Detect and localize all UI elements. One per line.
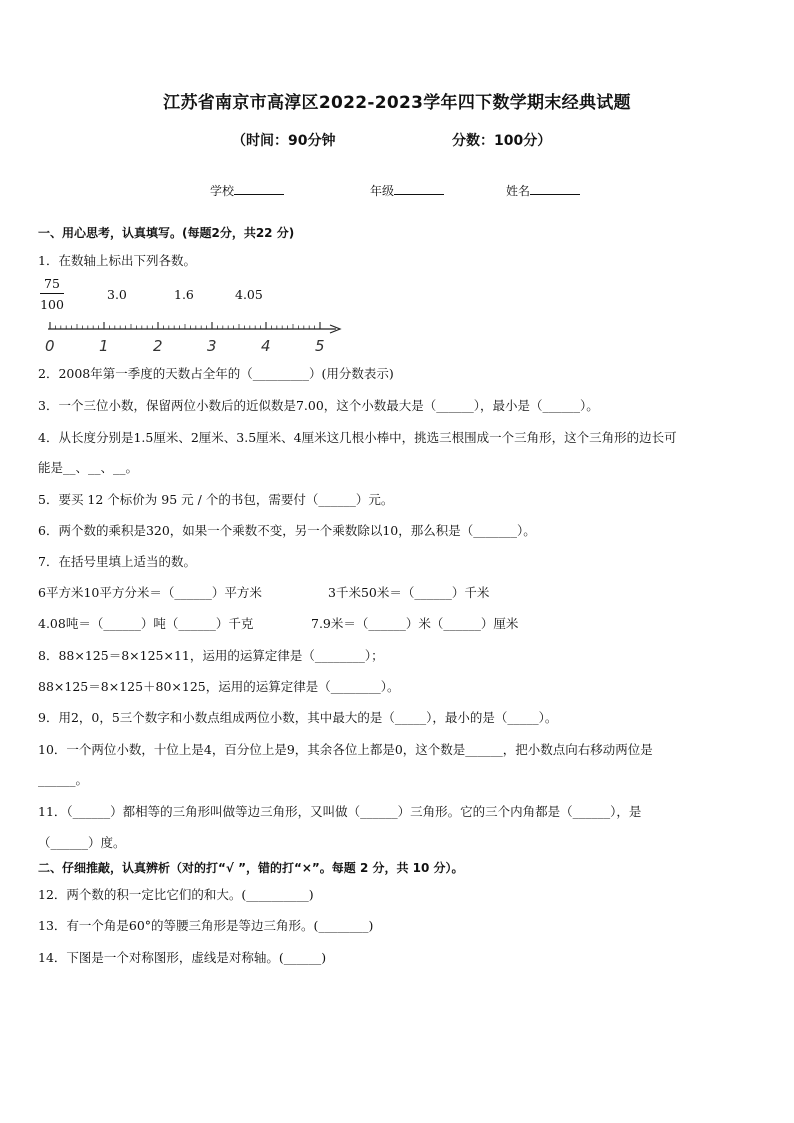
exam-time: （时间：90分钟: [232, 133, 336, 149]
question-8-line-2: 88×125＝8×125＋80×125，运用的运算定律是（________）。: [38, 679, 400, 694]
question-14: 14．下图是一个对称图形，虚线是对称轴。(______): [38, 950, 327, 965]
number-line-label: 1: [99, 337, 109, 355]
question-4-line-1: 4．从长度分别是1.5厘米、2厘米、3.5厘米、4厘米这几根小棒中，挑选三根围成一个三角形，这个三角形的边长可: [38, 430, 677, 445]
name-label: 姓名: [506, 184, 531, 198]
question-10-line-1: 10．一个两位小数，十位上是4，百分位上是9，其余各位上都是0，这个数是______，把小数点向右移动两位是: [38, 742, 653, 757]
question-7-row-1a: 6平方米10平方分米＝（______）平方米: [38, 585, 262, 600]
number-line-label: 3: [207, 337, 217, 355]
question-8-line-1: 8．88×125＝8×125×11，运用的运算定律是（________）；: [38, 648, 384, 663]
question-4-line-2: 能是__、__、__。: [38, 460, 139, 475]
question-11-line-2: （______）度。: [38, 835, 126, 850]
question-11-line-1: 11．（______）都相等的三角形叫做等边三角形，又叫做（______）三角形。它的三个内角都是（______），是: [38, 804, 642, 819]
school-field[interactable]: [210, 182, 284, 199]
question-10-line-2: ______。: [38, 772, 89, 787]
number-line-label: 0: [45, 337, 55, 355]
section-2-heading: 二、仔细推敲，认真辨析（对的打“√ ”，错的打“×”。每题 2 分，共 10 分）。: [38, 861, 464, 875]
question-12: 12．两个数的积一定比它们的和大。(__________): [38, 887, 314, 902]
question-9: 9．用2，0，5三个数字和小数点组成两位小数，其中最大的是（_____），最小的是（_____）。: [38, 710, 558, 725]
school-blank[interactable]: [234, 182, 284, 195]
question-3: 3．一个三位小数，保留两位小数后的近似数是7.00，这个小数最大是（______），最小是（______）。: [38, 398, 599, 413]
exam-title: 江苏省南京市高淳区2022-2023学年四下数学期末经典试题: [163, 93, 631, 113]
grade-field[interactable]: [370, 182, 444, 199]
value-3-0: 3.0: [107, 287, 127, 302]
value-1-6: 1.6: [174, 287, 194, 302]
fraction-75-100: [40, 276, 64, 312]
number-line[interactable]: [40, 312, 350, 356]
question-2: 2．2008年第一季度的天数占全年的（_________）(用分数表示): [38, 366, 394, 381]
name-field[interactable]: [506, 182, 580, 199]
value-4-05: 4.05: [235, 287, 263, 302]
fraction-denominator: 100: [40, 297, 64, 312]
school-label: 学校: [210, 184, 235, 198]
number-line-ticks: [50, 322, 320, 329]
question-7: 7．在括号里填上适当的数。: [38, 554, 196, 569]
question-6: 6．两个数的乘积是320，如果一个乘数不变，另一个乘数除以10，那么积是（_______）。: [38, 523, 536, 538]
exam-score: 分数：100分）: [452, 133, 552, 149]
section-1-heading: 一、用心思考，认真填写。(每题2分，共22 分): [38, 226, 295, 240]
question-7-row-1b: 3千米50米＝（______）千米: [328, 585, 490, 600]
question-7-row-2a: 4.08吨＝（______）吨（______）千克: [38, 616, 254, 631]
question-1: 1．在数轴上标出下列各数。: [38, 253, 196, 268]
question-13: 13．有一个角是60°的等腰三角形是等边三角形。(________): [38, 918, 374, 933]
number-line-label: 2: [153, 337, 163, 355]
number-line-label: 4: [261, 337, 271, 355]
question-5: 5．要买 12 个标价为 95 元 / 个的书包，需要付（______）元。: [38, 492, 394, 507]
grade-blank[interactable]: [394, 182, 444, 195]
fraction-numerator: 75: [40, 276, 64, 294]
grade-label: 年级: [370, 184, 395, 198]
name-blank[interactable]: [530, 182, 580, 195]
number-line-label: 5: [315, 337, 325, 355]
question-7-row-2b: 7.9米＝（______）米（______）厘米: [311, 616, 519, 631]
